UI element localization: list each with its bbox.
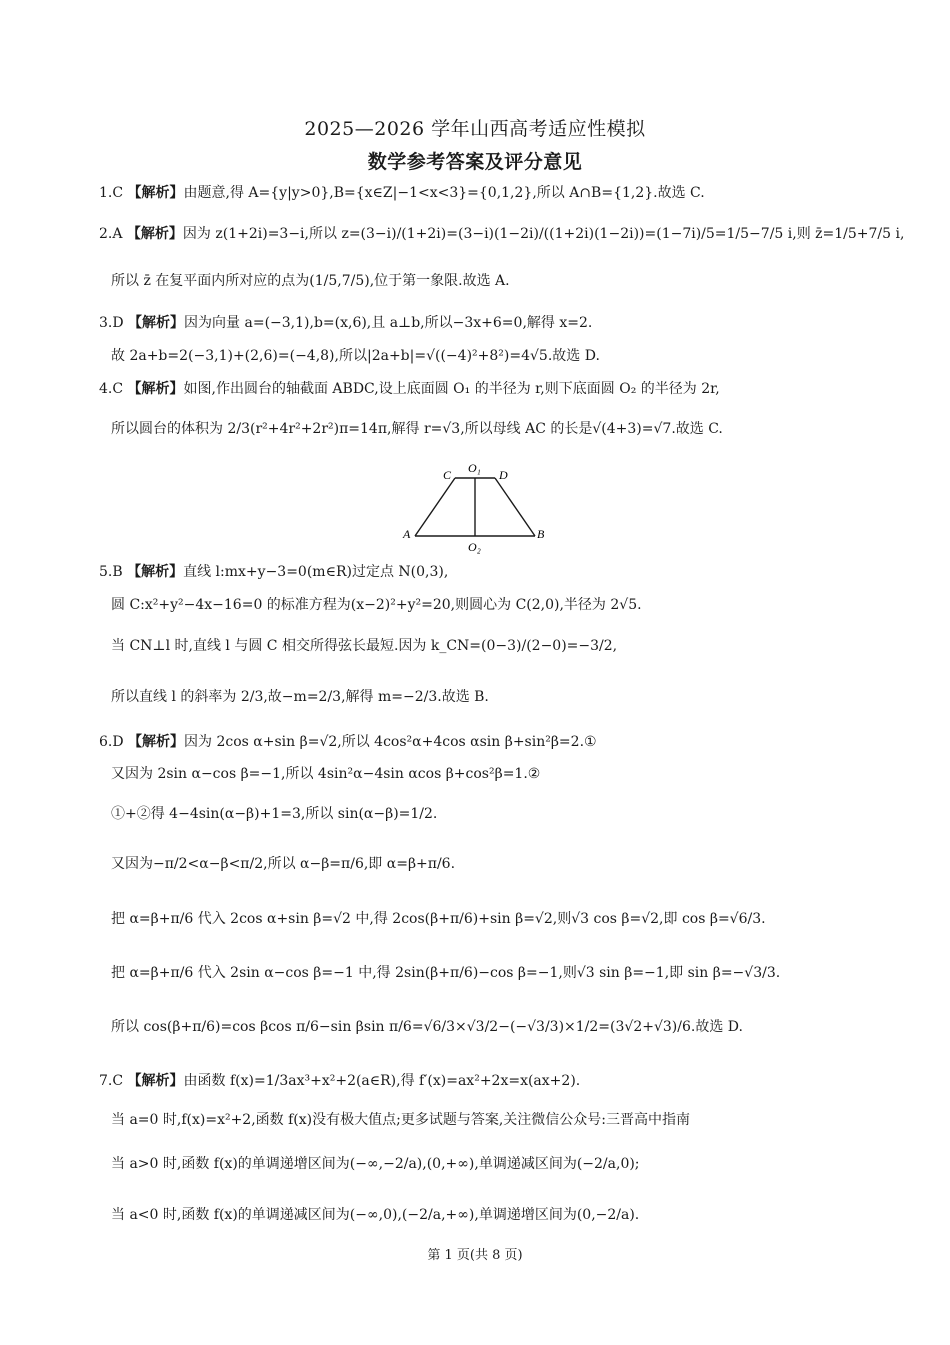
analysis-label: 【解析】 <box>126 226 183 242</box>
answer-4-line-1 <box>99 380 720 398</box>
answer-text: 因为 z(1+2i)=3−i,所以 z=(3−i)/(1+2i)=(3−i)(1−2i)/((1+2i)(1−2i))=(1−7i)/5=1/5−7/5 i,则 z̄=1/5+7/5 i, <box>182 226 905 242</box>
answer-number: 4.C <box>99 381 124 397</box>
exam-subtitle: 数学参考答案及评分意见 <box>367 151 583 173</box>
slant-edge-bd <box>495 478 535 536</box>
answer-4-line-2: 所以圆台的体积为 2/3(r²+4r²+2r²)π=14π,解得 r=√3,所以母线 AC 的长是√(4+3)=√7.故选 C. <box>111 421 723 437</box>
label-o2: O₂ <box>468 540 481 554</box>
answer-7-line-2: 当 a=0 时,f(x)=x²+2,函数 f(x)没有极大值点;更多试题与答案,关注微信公众号:三晋高中指南 <box>111 1112 690 1128</box>
answer-number: 7.C <box>99 1073 124 1089</box>
answer-number: 2.A <box>99 226 123 242</box>
answer-number: 1.C <box>99 185 124 201</box>
answer-text: 直线 l:mx+y−3=0(m∈R)过定点 N(0,3), <box>183 564 449 580</box>
answer-6-line-5: 把 α=β+π/6 代入 2cos α+sin β=√2 中,得 2cos(β+π/6)+sin β=√2,则√3 cos β=√2,即 cos β=√6/3. <box>111 911 766 927</box>
label-a: A <box>403 527 411 541</box>
answer-7-line-1 <box>99 1072 580 1090</box>
answer-7-line-4: 当 a<0 时,函数 f(x)的单调递减区间为(−∞,0),(−2/a,+∞),单调递增区间为(0,−2/a). <box>111 1207 640 1223</box>
label-c: C <box>443 468 452 482</box>
answer-6-line-4: 又因为−π/2<α−β<π/2,所以 α−β=π/6,即 α=β+π/6. <box>111 856 456 872</box>
label-o1: O₁ <box>468 461 481 475</box>
answer-text: 由题意,得 A={y|y>0},B={x∈Z|−1<x<3}={0,1,2},所以 A∩B={1,2}.故选 C. <box>183 185 705 201</box>
answer-6-line-3: ①+②得 4−4sin(α−β)+1=3,所以 sin(α−β)=1/2. <box>111 806 438 822</box>
answer-6-line-6: 把 α=β+π/6 代入 2sin α−cos β=−1 中,得 2sin(β+π/6)−cos β=−1,则√3 sin β=−1,即 sin β=−√3/3. <box>111 965 781 981</box>
exam-title: 2025—2026 学年山西高考适应性模拟 <box>304 118 646 140</box>
answer-5-line-4: 所以直线 l 的斜率为 2/3,故−m=2/3,解得 m=−2/3.故选 B. <box>111 689 489 705</box>
answer-text: 如图,作出圆台的轴截面 ABDC,设上底面圆 O₁ 的半径为 r,则下底面圆 O₂ 的半径为 2r, <box>183 381 720 397</box>
analysis-label: 【解析】 <box>127 564 184 580</box>
analysis-label: 【解析】 <box>128 734 185 750</box>
answer-2-line-1 <box>99 225 904 243</box>
answer-number: 3.D <box>99 315 124 331</box>
answer-3-line-2: 故 2a+b=2(−3,1)+(2,6)=(−4,8),所以|2a+b|=√((−4)²+8²)=4√5.故选 D. <box>111 348 600 364</box>
answer-5-line-2: 圆 C:x²+y²−4x−16=0 的标准方程为(x−2)²+y²=20,则圆心为 C(2,0),半径为 2√5. <box>111 597 642 613</box>
analysis-label: 【解析】 <box>127 1073 184 1089</box>
answer-5-line-1 <box>99 563 448 581</box>
label-b: B <box>537 527 545 541</box>
answer-2-line-2: 所以 z̄ 在复平面内所对应的点为(1/5,7/5),位于第一象限.故选 A. <box>111 273 510 289</box>
answer-number: 5.B <box>99 564 123 580</box>
answer-text: 因为 2cos α+sin β=√2,所以 4cos²α+4cos αsin β+sin²β=2.① <box>184 734 597 750</box>
answer-3-line-1 <box>99 314 592 332</box>
answer-5-line-3: 当 CN⊥l 时,直线 l 与圆 C 相交所得弦长最短.因为 k_CN=(0−3)/(2−0)=−3/2, <box>111 638 618 654</box>
answer-text: 因为向量 a=(−3,1),b=(x,6),且 a⊥b,所以−3x+6=0,解得 x=2. <box>184 315 593 331</box>
answer-number: 6.D <box>99 734 124 750</box>
slant-edge-ac <box>415 478 455 536</box>
frustum-cross-section-figure <box>395 458 555 554</box>
answer-7-line-3: 当 a>0 时,函数 f(x)的单调递增区间为(−∞,−2/a),(0,+∞),单调递减区间为(−2/a,0); <box>111 1156 640 1172</box>
label-d: D <box>499 468 508 482</box>
analysis-label: 【解析】 <box>128 315 185 331</box>
answer-6-line-7: 所以 cos(β+π/6)=cos βcos π/6−sin βsin π/6=√6/3×√3/2−(−√3/3)×1/2=(3√2+√3)/6.故选 D. <box>111 1019 743 1035</box>
answer-text: 由函数 f(x)=1/3ax³+x²+2(a∈R),得 f′(x)=ax²+2x=x(ax+2). <box>183 1073 581 1089</box>
answer-6-line-1 <box>99 733 597 751</box>
analysis-label: 【解析】 <box>127 381 184 397</box>
answer-1-line-1 <box>99 184 705 202</box>
page-footer: 第 1 页(共 8 页) <box>427 1248 523 1263</box>
analysis-label: 【解析】 <box>127 185 184 201</box>
answer-6-line-2: 又因为 2sin α−cos β=−1,所以 4sin²α−4sin αcos β+cos²β=1.② <box>111 766 541 782</box>
